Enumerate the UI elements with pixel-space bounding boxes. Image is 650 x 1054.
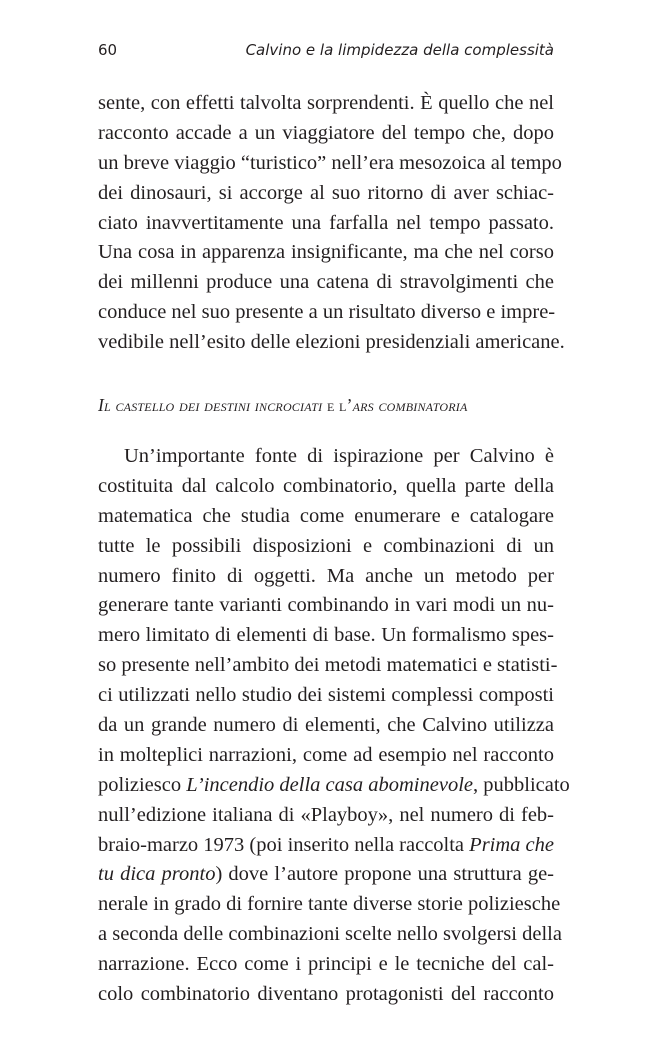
text-line: sente, con effetti talvolta sorprendenti. È quello che nel [98,92,554,114]
text-line: Una cosa in apparenza insignificante, ma che nel corso [98,241,554,264]
text-run: , pubblicato [473,773,570,796]
page-number: 60 [98,41,118,59]
paragraph-continuation [98,89,565,358]
section-heading-title: Il castello dei destini incrociati [98,395,323,415]
text-run: poliziesco [98,773,187,796]
work-title: tu dica pronto [98,863,216,886]
text-line: costituita dal calcolo combinatorio, quella parte della [98,474,554,497]
text-line [98,860,554,890]
text-line [98,831,554,861]
text-line: da un grande numero di elementi, che Calvino utilizza [98,714,554,737]
text-run: braio-marzo 1973 (poi inserito nella raccolta [98,833,470,856]
text-line: so presente nell’ambito dei metodi matematici e statisti- [98,654,558,677]
section-heading-subject: ars combinatoria [352,395,468,415]
text-line [98,771,570,801]
text-run: ) dove l’autore propone una struttura ge- [215,863,555,886]
text-line: racconto accade a un viaggiatore del tempo che, dopo [98,121,554,144]
text-line: dei dinosauri, si accorge al suo ritorno di aver schiac- [98,181,554,204]
text-line: null’edizione italiana di «Playboy», nel numero di feb- [98,803,554,826]
section-heading [98,393,554,417]
text-line: narrazione. Ecco come i principi e le tecniche del cal- [98,953,554,976]
text-line: Un’importante fonte di ispirazione per Calvino è [124,445,554,467]
text-line: numero finito di oggetti. Ma anche un metodo per [98,564,554,587]
text-line: vedibile nell’esito delle elezioni presidenziali americane. [98,331,565,354]
paragraph-body [98,442,570,1010]
text-line: a seconda delle combinazioni scelte nello svolgersi della [98,923,562,946]
text-line: ci utilizzati nello studio dei sistemi complessi composti [98,684,554,707]
section-heading-connector: e l’ [322,395,353,415]
text-line: mero limitato di elementi di base. Un formalismo spes- [98,624,554,647]
text-line: ciato inavvertitamente una farfalla nel tempo passato. [98,211,554,234]
running-title: Calvino e la limpidezza della complessità [245,41,554,59]
text-line: colo combinatorio diventano protagonisti del racconto [98,983,554,1006]
text-line: un breve viaggio “turistico” nell’era mesozoica al tempo [98,151,562,174]
text-line: in molteplici narrazioni, come ad esempio nel racconto [98,743,554,766]
text-line: nerale in grado di fornire tante diverse storie poliziesche [98,893,561,916]
text-line: generare tante varianti combinando in vari modi un nu- [98,594,554,617]
running-head [98,40,554,60]
text-line: tutte le possibili disposizioni e combinazioni di un [98,534,554,557]
text-line: conduce nel suo presente a un risultato diverso e impre- [98,301,556,324]
work-title: Prima che [469,833,554,856]
work-title: L’incendio della casa abominevole [186,773,473,796]
text-line: matematica che studia come enumerare e catalogare [98,504,554,527]
text-line: dei millenni produce una catena di stravolgimenti che [98,271,554,294]
